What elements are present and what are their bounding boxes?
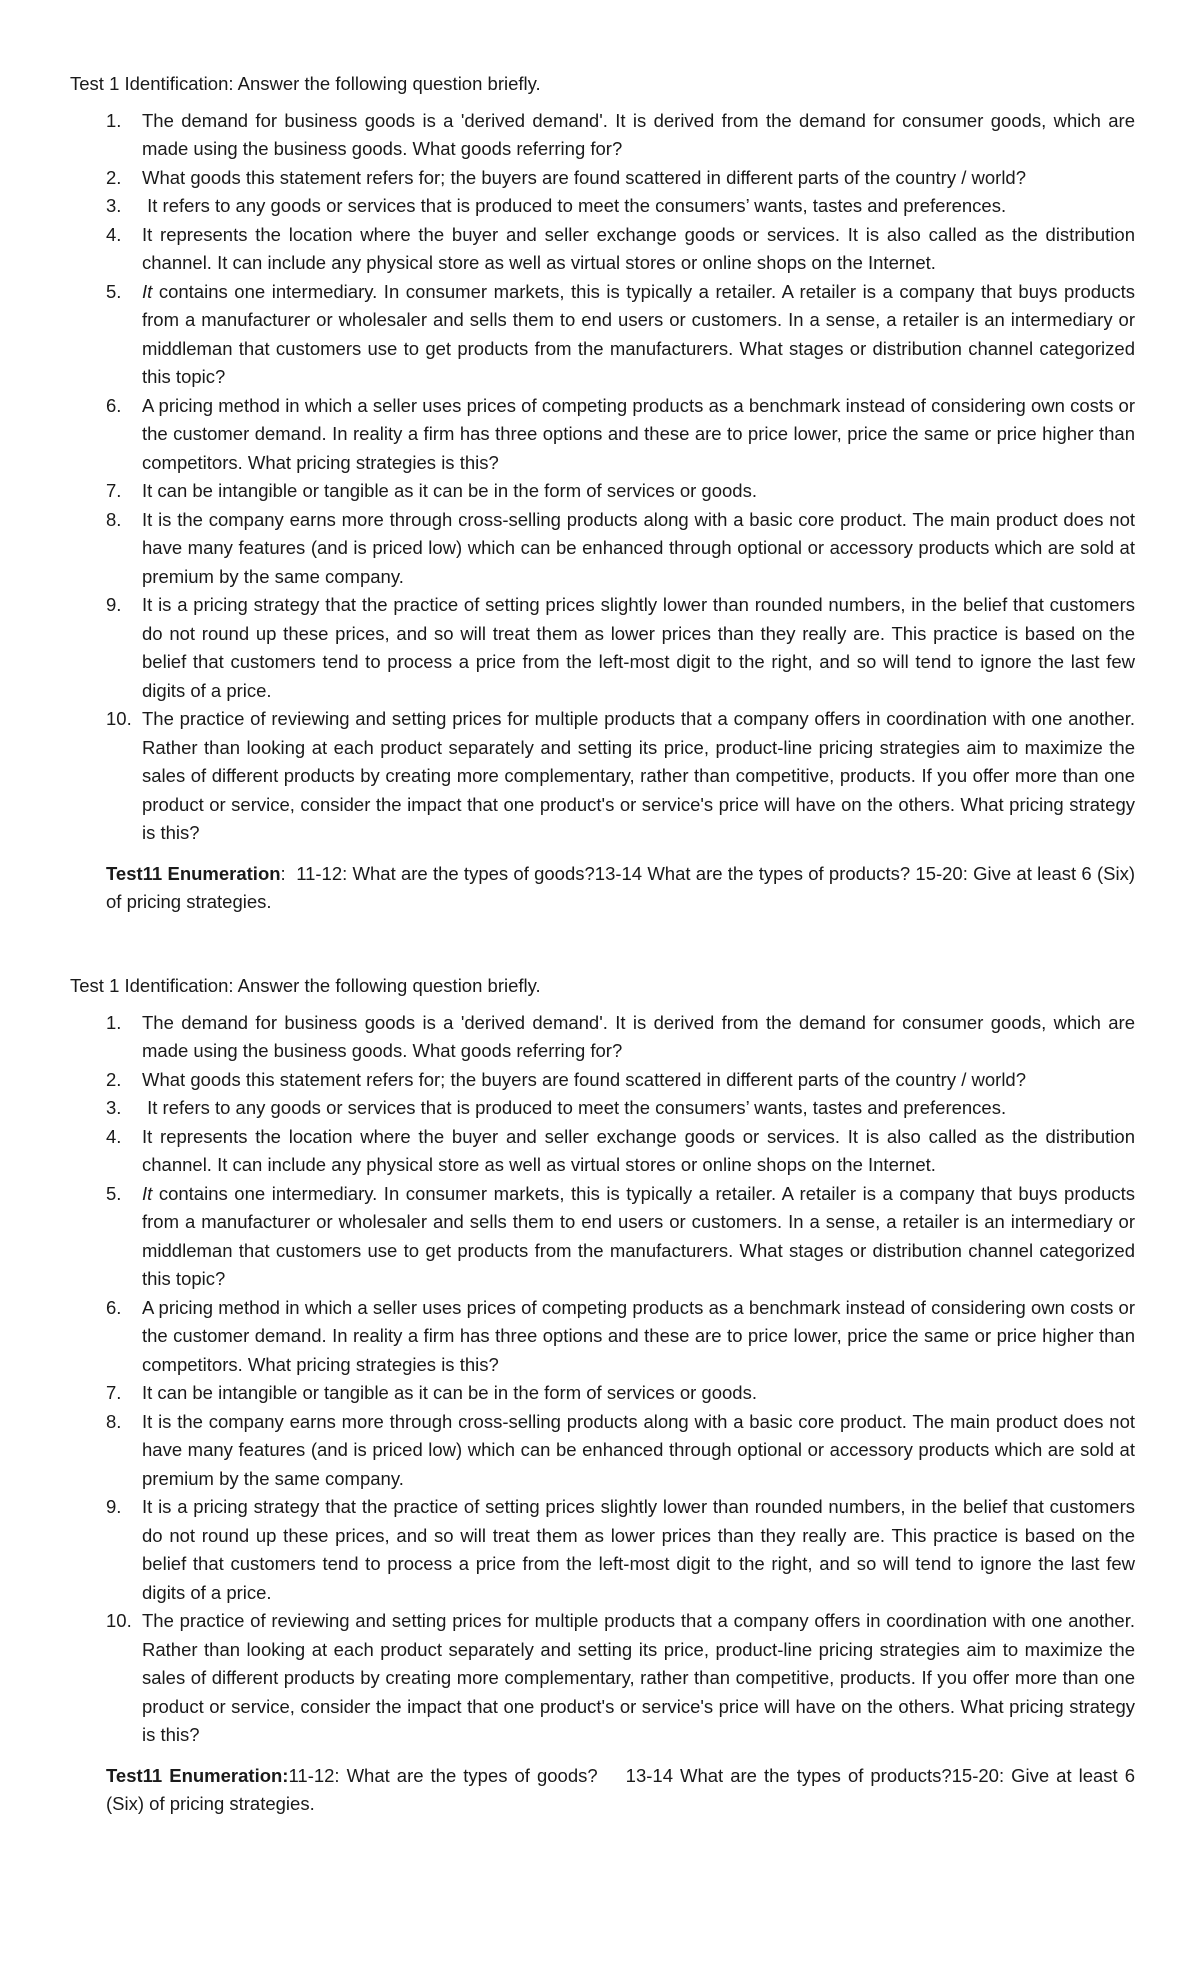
- question-item: [70, 392, 1135, 478]
- question-number: 2.: [106, 166, 122, 188]
- question-text: The practice of reviewing and setting prices for multiple products that a company offers in coordination with one another. Rather than looking at each product separately and setting its price, product-line pricing strategies aim to maximize the sales of different products by creating more complementary, rather than competitive, products. If you offer more than one product or service, consider the impact that one product's or service's price will have on the others. What pricing strategy is this?: [142, 1610, 1135, 1745]
- enumeration-text-extra: 13-14 What are the types of products?15-20: Give at least 6 (Six) of pricing strategies.: [106, 1764, 1136, 1814]
- question-item: [70, 221, 1135, 278]
- question-number: 4.: [106, 1125, 122, 1147]
- enumeration-label: Test11 Enumeration:: [106, 1764, 289, 1786]
- enumeration-instructions: [106, 1762, 1135, 1819]
- question-prefix-italic: It: [142, 280, 153, 302]
- question-item: [70, 164, 1135, 193]
- question-number: 6.: [106, 1296, 122, 1318]
- question-text: It represents the location where the buyer and seller exchange goods or services. It is also called as the distribution channel. It can include any physical store as well as virtual stores or online shops on the Internet.: [142, 223, 1135, 273]
- question-text: It can be intangible or tangible as it can be in the form of services or goods.: [142, 1382, 757, 1403]
- question-item: [70, 1180, 1135, 1294]
- question-item: [70, 477, 1135, 506]
- question-item: [70, 1607, 1135, 1750]
- question-number: 1.: [106, 109, 122, 131]
- question-number: 8.: [106, 1410, 122, 1432]
- question-item: [70, 1493, 1135, 1607]
- question-item: [70, 1408, 1135, 1494]
- question-item: [70, 591, 1135, 705]
- question-list: [70, 107, 1135, 848]
- question-number: 10.: [106, 1610, 132, 1631]
- section-heading: Test 1 Identification: Answer the following question briefly.: [70, 975, 541, 996]
- question-number: 5.: [106, 280, 122, 302]
- section-heading: Test 1 Identification: Answer the following question briefly.: [70, 73, 541, 94]
- question-number: 1.: [106, 1011, 122, 1033]
- question-item: [70, 1379, 1135, 1408]
- question-number: 3.: [106, 195, 122, 216]
- question-number: 9.: [106, 594, 122, 615]
- question-number: 7.: [106, 480, 122, 501]
- question-number: 5.: [106, 1182, 122, 1204]
- question-item: [70, 705, 1135, 848]
- question-number: 10.: [106, 708, 132, 729]
- test-section-1: [70, 70, 1135, 917]
- question-text: contains one intermediary. In consumer markets, this is typically a retailer. A retailer is a company that buys products from a manufacturer or wholesaler and sells them to end users or customers. In a sense, a retailer is an intermediary or middleman that customers use to get products from the manufacturers. What stages or distribution channel categorized this topic?: [142, 1182, 1135, 1289]
- question-item: [70, 1066, 1135, 1095]
- question-number: 3.: [106, 1097, 122, 1118]
- question-text: A pricing method in which a seller uses prices of competing products as a benchmark instead of considering own costs or the customer demand. In reality a firm has three options and these are to price lower, price the same or price higher than competitors. What pricing strategies is this?: [142, 394, 1135, 473]
- question-text: The demand for business goods is a 'derived demand'. It is derived from the demand for consumer goods, which are made using the business goods. What goods referring for?: [142, 109, 1135, 159]
- test-section-2: [70, 972, 1135, 1819]
- question-number: 8.: [106, 508, 122, 530]
- question-number: 7.: [106, 1382, 122, 1403]
- question-item: [70, 1294, 1135, 1380]
- question-text: It is a pricing strategy that the practice of setting prices slightly lower than rounded numbers, in the belief that customers do not round up these prices, and so will treat them as lower prices than they really are. This practice is based on the belief that customers tend to process a price from the left-most digit to the right, and so will tend to ignore the last few digits of a price.: [142, 1496, 1135, 1603]
- question-number: 6.: [106, 394, 122, 416]
- question-text: The demand for business goods is a 'derived demand'. It is derived from the demand for consumer goods, which are made using the business goods. What goods referring for?: [142, 1011, 1135, 1061]
- question-text: What goods this statement refers for; the buyers are found scattered in different parts of the country / world?: [142, 1068, 1027, 1090]
- question-number: 4.: [106, 223, 122, 245]
- enumeration-instructions: [106, 860, 1135, 917]
- question-prefix-italic: It: [142, 1182, 153, 1204]
- question-text: The practice of reviewing and setting prices for multiple products that a company offers in coordination with one another. Rather than looking at each product separately and setting its price, product-line pricing strategies aim to maximize the sales of different products by creating more complementary, rather than competitive, products. If you offer more than one product or service, consider the impact that one product's or service's price will have on the others. What pricing strategy is this?: [142, 708, 1135, 843]
- question-item: [70, 278, 1135, 392]
- question-item: [70, 1009, 1135, 1066]
- question-text: It is a pricing strategy that the practice of setting prices slightly lower than rounded numbers, in the belief that customers do not round up these prices, and so will treat them as lower prices than they really are. This practice is based on the belief that customers tend to process a price from the left-most digit to the right, and so will tend to ignore the last few digits of a price.: [142, 594, 1135, 701]
- question-text: A pricing method in which a seller uses prices of competing products as a benchmark instead of considering own costs or the customer demand. In reality a firm has three options and these are to price lower, price the same or price higher than competitors. What pricing strategies is this?: [142, 1296, 1135, 1375]
- question-item: [70, 192, 1135, 221]
- question-text: It refers to any goods or services that is produced to meet the consumers’ wants, tastes and preferences.: [142, 195, 1007, 216]
- question-text: It is the company earns more through cross-selling products along with a basic core product. The main product does not have many features (and is priced low) which can be enhanced through optional or accessory products which are sold at premium by the same company.: [142, 508, 1135, 587]
- question-text: It refers to any goods or services that is produced to meet the consumers’ wants, tastes and preferences.: [142, 1097, 1007, 1118]
- question-item: [70, 1094, 1135, 1123]
- question-text: It is the company earns more through cross-selling products along with a basic core product. The main product does not have many features (and is priced low) which can be enhanced through optional or accessory products which are sold at premium by the same company.: [142, 1410, 1135, 1489]
- question-number: 9.: [106, 1496, 122, 1517]
- question-item: [70, 107, 1135, 164]
- question-number: 2.: [106, 1068, 122, 1090]
- enumeration-text: 11-12: What are the types of goods?: [288, 1764, 598, 1786]
- question-item: [70, 1123, 1135, 1180]
- question-item: [70, 506, 1135, 592]
- enumeration-label: Test11 Enumeration: [106, 862, 281, 884]
- question-text: What goods this statement refers for; the buyers are found scattered in different parts of the country / world?: [142, 166, 1027, 188]
- question-list: [70, 1009, 1135, 1750]
- enumeration-text: : 11-12: What are the types of goods?13-14 What are the types of products? 15-20: Give at least 6 (Six) of pricing strategies.: [106, 862, 1135, 912]
- question-text: contains one intermediary. In consumer markets, this is typically a retailer. A retailer is a company that buys products from a manufacturer or wholesaler and sells them to end users or customers. In a sense, a retailer is an intermediary or middleman that customers use to get products from the manufacturers. What stages or distribution channel categorized this topic?: [142, 280, 1135, 387]
- question-text: It can be intangible or tangible as it can be in the form of services or goods.: [142, 480, 757, 501]
- question-text: It represents the location where the buyer and seller exchange goods or services. It is also called as the distribution channel. It can include any physical store as well as virtual stores or online shops on the Internet.: [142, 1125, 1135, 1175]
